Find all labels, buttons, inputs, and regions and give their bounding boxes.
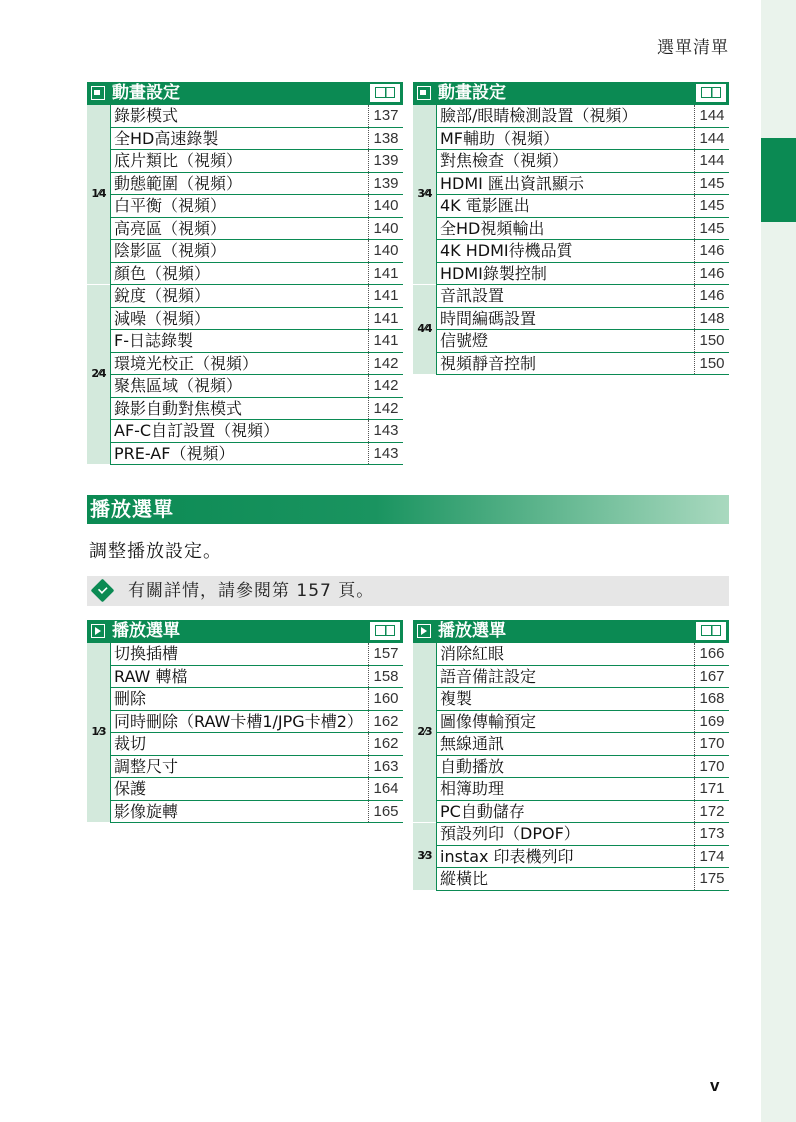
menu-item[interactable] — [436, 173, 729, 196]
menu-item[interactable] — [110, 195, 403, 218]
book-icon — [696, 84, 726, 102]
menu-item-page: 162 — [368, 711, 403, 733]
book-icon — [370, 622, 400, 640]
menu-item[interactable] — [436, 308, 729, 331]
menu-item-label: 無線通訊 — [436, 733, 694, 755]
menu-item-page: 174 — [694, 846, 729, 868]
menu-rows — [110, 105, 403, 285]
book-icon — [370, 84, 400, 102]
menu-item-label: 切換插槽 — [110, 643, 368, 665]
menu-item[interactable] — [110, 778, 403, 801]
menu-item[interactable] — [436, 846, 729, 869]
note-text: 有關詳情，請參閱第 157 頁。 — [128, 581, 375, 601]
menu-item-page: 172 — [694, 801, 729, 823]
menu-item-label: 視頻靜音控制 — [436, 353, 694, 375]
menu-item[interactable] — [110, 353, 403, 376]
menu-item-label: 全HD視頻輸出 — [436, 218, 694, 240]
menu-rows — [110, 285, 403, 465]
page-fraction: 1⁄3 — [91, 725, 106, 738]
menu-item-page: 158 — [368, 666, 403, 688]
menu-item[interactable] — [436, 711, 729, 734]
menu-item-page: 146 — [694, 263, 729, 285]
menu-item[interactable] — [110, 443, 403, 466]
menu-item[interactable] — [110, 105, 403, 128]
menu-item-label: 白平衡（視頻） — [110, 195, 368, 217]
menu-item[interactable] — [110, 263, 403, 286]
menu-item-page: 139 — [368, 150, 403, 172]
menu-item[interactable] — [110, 330, 403, 353]
chapter-marker — [761, 138, 796, 222]
movie-icon — [91, 86, 105, 100]
movie-settings-table-1 — [87, 82, 403, 465]
menu-item[interactable] — [436, 330, 729, 353]
menu-item-page: 142 — [368, 398, 403, 420]
menu-item-page: 163 — [368, 756, 403, 778]
menu-item-page: 144 — [694, 150, 729, 172]
menu-item-page: 171 — [694, 778, 729, 800]
playback-menu-table-1 — [87, 620, 403, 823]
page-indicator — [87, 285, 110, 465]
menu-item[interactable] — [436, 218, 729, 241]
menu-item-label: 動態範圍（視頻） — [110, 173, 368, 195]
table-title: 動畫設定 — [438, 83, 506, 103]
menu-item-page: 168 — [694, 688, 729, 710]
menu-item[interactable] — [436, 756, 729, 779]
menu-item-label: 錄影自動對焦模式 — [110, 398, 368, 420]
menu-item-label: PC自動儲存 — [436, 801, 694, 823]
page-indicator — [87, 105, 110, 285]
menu-item-label: instax 印表機列印 — [436, 846, 694, 868]
menu-item-page: 146 — [694, 240, 729, 262]
menu-rows — [436, 285, 729, 375]
menu-item-label: 4K 電影匯出 — [436, 195, 694, 217]
menu-item-label: 預設列印（DPOF） — [436, 823, 694, 845]
menu-item-label: PRE-AF（視頻） — [110, 443, 368, 465]
menu-page-group — [413, 643, 729, 823]
menu-item[interactable] — [110, 756, 403, 779]
menu-item-label: 陰影區（視頻） — [110, 240, 368, 262]
menu-item[interactable] — [110, 801, 403, 824]
menu-item[interactable] — [436, 128, 729, 151]
menu-item-page: 145 — [694, 173, 729, 195]
page-header: 選單清單 — [657, 38, 729, 58]
menu-item-page: 143 — [368, 443, 403, 465]
menu-page-group — [413, 105, 729, 285]
menu-item-label: 語音備註設定 — [436, 666, 694, 688]
menu-item-label: 臉部/眼睛檢測設置（視頻） — [436, 105, 694, 127]
menu-item[interactable] — [110, 398, 403, 421]
movie-settings-table-2 — [413, 82, 729, 375]
menu-item-label: 信號燈 — [436, 330, 694, 352]
menu-item-label: 縱橫比 — [436, 868, 694, 890]
menu-item[interactable] — [110, 643, 403, 666]
section-title: 播放選單 — [90, 497, 174, 521]
table-title: 動畫設定 — [112, 83, 180, 103]
menu-item-page: 141 — [368, 330, 403, 352]
menu-item-label: RAW 轉檔 — [110, 666, 368, 688]
menu-item-label: 減噪（視頻） — [110, 308, 368, 330]
menu-page-group — [413, 823, 729, 891]
menu-item-page: 139 — [368, 173, 403, 195]
section-description: 調整播放設定。 — [89, 541, 222, 562]
menu-item-label: AF-C自訂設置（視頻） — [110, 420, 368, 442]
menu-item[interactable] — [110, 240, 403, 263]
menu-item[interactable] — [436, 195, 729, 218]
menu-item[interactable] — [110, 375, 403, 398]
menu-rows — [436, 823, 729, 891]
menu-page-group — [413, 285, 729, 375]
menu-item-page: 170 — [694, 756, 729, 778]
menu-item-page: 146 — [694, 285, 729, 307]
page-indicator — [413, 823, 436, 891]
menu-item-label: 錄影模式 — [110, 105, 368, 127]
menu-item[interactable] — [110, 688, 403, 711]
page-number: v — [710, 1076, 720, 1095]
menu-rows — [436, 105, 729, 285]
menu-item-label: 刪除 — [110, 688, 368, 710]
table-header — [87, 82, 403, 105]
menu-item-page: 173 — [694, 823, 729, 845]
menu-item[interactable] — [110, 666, 403, 689]
menu-item-label: 裁切 — [110, 733, 368, 755]
table-title: 播放選單 — [438, 621, 506, 641]
menu-item[interactable] — [110, 308, 403, 331]
table-title: 播放選單 — [112, 621, 180, 641]
menu-item-label: MF輔助（視頻） — [436, 128, 694, 150]
menu-item-label: 圖像傳輸預定 — [436, 711, 694, 733]
menu-item[interactable] — [436, 778, 729, 801]
playback-icon — [417, 624, 431, 638]
menu-item-label: 高亮區（視頻） — [110, 218, 368, 240]
book-icon — [696, 622, 726, 640]
menu-item-page: 140 — [368, 218, 403, 240]
menu-item[interactable] — [436, 150, 729, 173]
menu-item-page: 164 — [368, 778, 403, 800]
menu-item-label: HDMI 匯出資訊顯示 — [436, 173, 694, 195]
menu-rows — [436, 643, 729, 823]
menu-item[interactable] — [436, 105, 729, 128]
menu-item[interactable] — [110, 420, 403, 443]
menu-item[interactable] — [110, 218, 403, 241]
menu-item-page: 148 — [694, 308, 729, 330]
menu-rows — [110, 643, 403, 823]
menu-item-label: 調整尺寸 — [110, 756, 368, 778]
menu-item-page: 142 — [368, 375, 403, 397]
menu-page-group — [87, 643, 403, 823]
menu-item-page: 170 — [694, 733, 729, 755]
menu-item-label: 顏色（視頻） — [110, 263, 368, 285]
menu-item-label: 4K HDMI待機品質 — [436, 240, 694, 262]
page-fraction: 3⁄4 — [417, 187, 432, 200]
menu-item-page: 140 — [368, 195, 403, 217]
menu-item[interactable] — [110, 285, 403, 308]
menu-item[interactable] — [436, 643, 729, 666]
menu-item-label: 時間編碼設置 — [436, 308, 694, 330]
page-fraction: 1⁄4 — [91, 187, 106, 200]
page-indicator — [413, 105, 436, 285]
table-header — [413, 82, 729, 105]
menu-item[interactable] — [110, 128, 403, 151]
page-fraction: 2⁄3 — [417, 725, 432, 738]
menu-item-label: 消除紅眼 — [436, 643, 694, 665]
menu-item-label: 銳度（視頻） — [110, 285, 368, 307]
menu-item-label: 底片類比（視頻） — [110, 150, 368, 172]
menu-item[interactable] — [110, 150, 403, 173]
menu-item-label: 影像旋轉 — [110, 801, 368, 823]
menu-item[interactable] — [436, 666, 729, 689]
menu-item-page: 169 — [694, 711, 729, 733]
menu-item-page: 166 — [694, 643, 729, 665]
page-fraction: 3⁄3 — [417, 848, 432, 862]
menu-item[interactable] — [436, 801, 729, 824]
menu-item[interactable] — [436, 285, 729, 308]
menu-item-label: HDMI錄製控制 — [436, 263, 694, 285]
menu-item-page: 144 — [694, 128, 729, 150]
menu-item-label: 環境光校正（視頻） — [110, 353, 368, 375]
table-header — [87, 620, 403, 643]
menu-item-page: 145 — [694, 218, 729, 240]
menu-item-page: 145 — [694, 195, 729, 217]
table-header — [413, 620, 729, 643]
menu-item-label: 對焦檢查（視頻） — [436, 150, 694, 172]
menu-item[interactable] — [436, 823, 729, 846]
page-indicator — [413, 643, 436, 823]
playback-icon — [91, 624, 105, 638]
menu-item-page: 165 — [368, 801, 403, 823]
menu-item[interactable] — [110, 173, 403, 196]
menu-item-page: 140 — [368, 240, 403, 262]
note-bar — [87, 576, 729, 606]
page-fraction: 2⁄4 — [91, 367, 106, 380]
menu-item-label: 同時刪除（RAW卡槽1/JPG卡槽2） — [110, 711, 368, 733]
page-indicator — [413, 285, 436, 375]
menu-item[interactable] — [436, 263, 729, 286]
menu-page-group — [87, 285, 403, 465]
menu-item-label: 全HD高速錄製 — [110, 128, 368, 150]
menu-item-page: 150 — [694, 330, 729, 352]
menu-item-page: 142 — [368, 353, 403, 375]
movie-icon — [417, 86, 431, 100]
menu-item-page: 160 — [368, 688, 403, 710]
menu-item-page: 141 — [368, 308, 403, 330]
menu-item-label: 相簿助理 — [436, 778, 694, 800]
note-icon — [91, 579, 115, 603]
menu-item[interactable] — [436, 868, 729, 891]
menu-item-page: 137 — [368, 105, 403, 127]
menu-item-page: 141 — [368, 285, 403, 307]
playback-menu-table-2 — [413, 620, 729, 891]
menu-item-label: 保護 — [110, 778, 368, 800]
menu-item-page: 162 — [368, 733, 403, 755]
menu-item[interactable] — [110, 711, 403, 734]
menu-page-group — [87, 105, 403, 285]
menu-item-page: 175 — [694, 868, 729, 890]
menu-item-page: 157 — [368, 643, 403, 665]
menu-item[interactable] — [436, 733, 729, 756]
menu-item-page: 150 — [694, 353, 729, 375]
menu-item-label: 音訊設置 — [436, 285, 694, 307]
menu-item-page: 141 — [368, 263, 403, 285]
menu-item[interactable] — [436, 353, 729, 376]
menu-item-page: 167 — [694, 666, 729, 688]
menu-item-page: 143 — [368, 420, 403, 442]
page-indicator — [87, 643, 110, 823]
menu-item[interactable] — [436, 688, 729, 711]
menu-item-label: 自動播放 — [436, 756, 694, 778]
menu-item[interactable] — [110, 733, 403, 756]
menu-item-label: 聚焦區域（視頻） — [110, 375, 368, 397]
menu-item[interactable] — [436, 240, 729, 263]
menu-item-label: 複製 — [436, 688, 694, 710]
menu-item-label: F-日誌錄製 — [110, 330, 368, 352]
menu-item-page: 138 — [368, 128, 403, 150]
menu-item-page: 144 — [694, 105, 729, 127]
page-fraction: 4⁄4 — [417, 322, 432, 335]
playback-section-bar — [87, 495, 729, 524]
